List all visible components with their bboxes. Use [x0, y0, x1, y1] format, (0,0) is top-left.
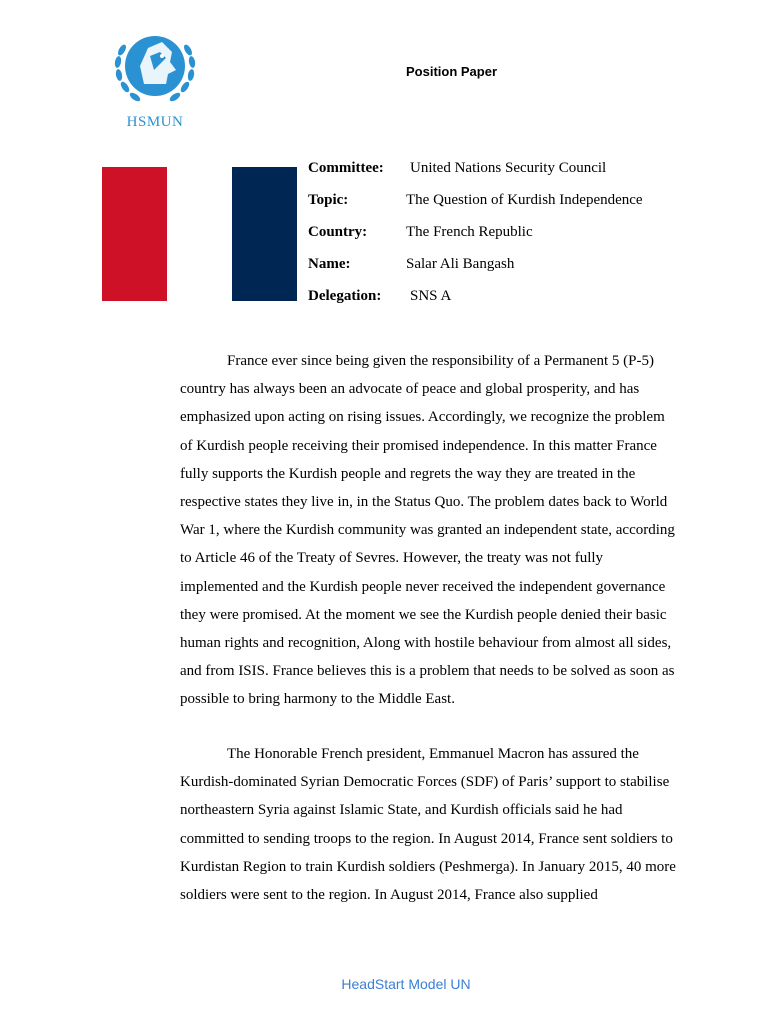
body-paragraph-2: The Honorable French president, Emmanuel Macron has assured the Kurdish-dominated Syrian Democratic Forces (SDF) of Paris’ support to stabilise northeastern Syria against Islamic State, and Kurdish officials said he had committed to sending troops to the region. In August 2014, France sent soldiers to Kurdistan Region to train Kurdish soldiers (Peshmerga). In January 2015, 40 more soldiers were sent to the region. In August 2014, France also supplied	[180, 746, 676, 904]
footer-text: HeadStart Model UN	[341, 976, 471, 992]
topic-value: The Question of Kurdish Independence	[406, 192, 643, 208]
page-title: Position Paper	[406, 64, 498, 79]
topic-label: Topic:	[308, 192, 349, 208]
committee-value: United Nations Security Council	[410, 160, 607, 176]
delegation-label: Delegation:	[308, 288, 382, 304]
hsmun-logo	[110, 26, 200, 132]
name-value: Salar Ali Bangash	[406, 256, 515, 272]
country-value: The French Republic	[406, 224, 533, 240]
body-paragraph-1: France ever since being given the responsibility of a Permanent 5 (P-5) country has always been an advocate of peace and global prosperity, and has emphasized upon acting on rising issues. Accordingly, we recognize the problem of Kurdish people receiving their promised independence. In this matter France fully supports the Kurdish people and regrets the way they are treated in the respective states they live in, in the Status Quo. The problem dates back to World War 1, where the Kurdish community was granted an independent state, according to Article 46 of the Treaty of Sevres. However, the treaty was not fully implemented and the Kurdish people never received the independent governance they were promised. At the moment we see the Kurdish people denied their basic human rights and recognition, Along with hostile behaviour from almost all sides, and from ISIS. France believes this is a problem that needs to be solved as soon as possible to bring harmony to the Middle East.	[180, 353, 675, 708]
flag-blue-stripe	[232, 167, 297, 301]
logo-text: HSMUN	[126, 114, 184, 130]
flag-red-stripe	[102, 167, 167, 301]
delegation-value: SNS A	[410, 288, 452, 304]
lion-wreath-emblem-icon	[110, 26, 200, 114]
country-label: Country:	[308, 224, 368, 240]
committee-label: Committee:	[308, 160, 384, 176]
name-label: Name:	[308, 256, 351, 272]
